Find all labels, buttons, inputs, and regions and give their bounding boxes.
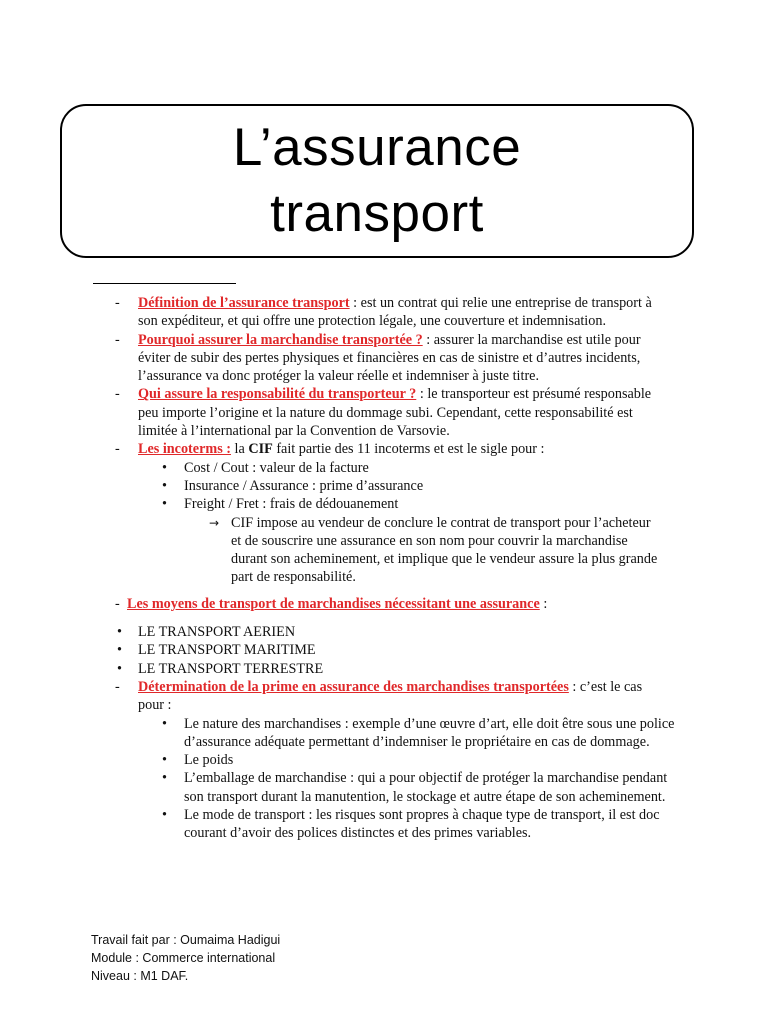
footer xyxy=(91,931,280,985)
qui-text: : le transporteur est présumé responsable peu importe l’origine et la nature du dommage subi. Cependant, cette responsabilité est limitée à l’international par la Convention de Varsovie. xyxy=(138,386,652,440)
list-item xyxy=(0,660,768,678)
document-body xyxy=(0,294,768,843)
list-item xyxy=(0,477,768,495)
bullet-marker: • xyxy=(162,715,167,732)
bullet-marker: • xyxy=(162,496,167,513)
incoterms-text-pre: la xyxy=(230,441,249,458)
bullet-marker: • xyxy=(162,807,167,824)
section-prime xyxy=(0,678,768,715)
list-item xyxy=(0,623,768,641)
arrow-note xyxy=(0,514,768,587)
dash-marker: - xyxy=(115,441,120,458)
list-item xyxy=(0,806,768,843)
dash-marker: - xyxy=(115,295,120,311)
cif-explanation: CIF impose au vendeur de conclure le contrat de transport pour l’acheteur et de souscrire une assurance en son nom pour couvrir la marchandise durant son acheminement, et implique que le vendeur assure la plus grande part de responsabilité. xyxy=(231,514,658,586)
incoterm-item: Freight / Fret : frais de dédouanement xyxy=(184,496,399,513)
title-line-2: transport xyxy=(270,184,484,243)
dash-marker: - xyxy=(115,595,120,612)
prime-text: : c’est le cas pour : xyxy=(138,678,643,714)
list-item xyxy=(0,495,768,513)
transport-mode: LE TRANSPORT AERIEN xyxy=(138,624,296,641)
definition-heading: Définition de l’assurance transport xyxy=(138,295,350,311)
divider-line xyxy=(93,283,236,284)
section-incoterms xyxy=(0,440,768,458)
prime-factor: L’emballage de marchandise : qui a pour objectif de protéger la marchandise pendant son transport durant la manutention, le stockage et autre étape de son acheminement. xyxy=(184,770,668,805)
transport-mode: LE TRANSPORT TERRESTRE xyxy=(138,660,324,677)
incoterms-text-post: fait partie des 11 incoterms et est le sigle pour : xyxy=(272,441,545,458)
dash-marker: - xyxy=(115,386,120,403)
footer-module: Module : Commerce international xyxy=(91,951,276,965)
section-pourquoi xyxy=(0,331,768,386)
dash-marker: - xyxy=(115,331,120,348)
transport-mode: LE TRANSPORT MARITIME xyxy=(138,642,316,659)
title-line-1: L’assurance xyxy=(232,118,522,177)
arrow-right-icon: → xyxy=(209,515,220,530)
prime-heading: Détermination de la prime en assurance des marchandises transportées xyxy=(138,678,569,695)
prime-factor: Le nature des marchandises : exemple d’une œuvre d’art, elle doit être sous une police d’assurance adéquate permettant d’indemniser le propriétaire en cas de dommage. xyxy=(184,715,675,750)
list-item xyxy=(0,751,768,769)
definition-text: : est un contrat qui relie une entreprise de transport à son expéditeur, et qui offre une protection légale, une couverture et indemnisation. xyxy=(138,295,652,330)
list-item xyxy=(0,715,768,752)
moyens-text: : xyxy=(539,595,548,612)
list-item xyxy=(0,641,768,659)
moyens-heading: Les moyens de transport de marchandises nécessitant une assurance xyxy=(127,595,540,612)
bullet-marker: • xyxy=(162,477,167,494)
section-qui xyxy=(0,385,768,440)
footer-level: Niveau : M1 DAF. xyxy=(91,969,189,983)
bullet-marker: • xyxy=(117,660,122,677)
cif-label: CIF xyxy=(248,441,273,458)
section-definition xyxy=(0,294,768,331)
incoterm-item: Insurance / Assurance : prime d’assurance xyxy=(184,477,424,494)
incoterms-heading: Les incoterms : xyxy=(138,441,231,458)
bullet-marker: • xyxy=(117,642,122,659)
bullet-marker: • xyxy=(162,459,167,476)
prime-factor: Le poids xyxy=(184,752,234,769)
footer-author: Travail fait par : Oumaima Hadigui xyxy=(91,933,281,947)
pourquoi-text: : assurer la marchandise est utile pour éviter de subir des pertes physiques et financières en cas de sinistre et d’autres incidents, l’assurance va donc protéger la valeur réelle et indemniser à juste titre. xyxy=(138,331,641,385)
incoterm-item: Cost / Cout : valeur de la facture xyxy=(184,459,369,476)
list-item xyxy=(0,769,768,806)
prime-factor: Le mode de transport : les risques sont propres à chaque type de transport, il est doc courant d’avoir des polices distinctes et des primes variables. xyxy=(184,807,660,842)
bullet-marker: • xyxy=(162,770,167,787)
pourquoi-heading: Pourquoi assurer la marchandise transportée ? xyxy=(138,331,423,348)
section-moyens xyxy=(0,595,768,613)
dash-marker: - xyxy=(115,678,120,695)
title-box xyxy=(60,104,694,258)
list-item xyxy=(0,459,768,477)
bullet-marker: • xyxy=(117,624,122,641)
qui-heading: Qui assure la responsabilité du transporteur ? xyxy=(138,386,417,403)
bullet-marker: • xyxy=(162,752,167,769)
